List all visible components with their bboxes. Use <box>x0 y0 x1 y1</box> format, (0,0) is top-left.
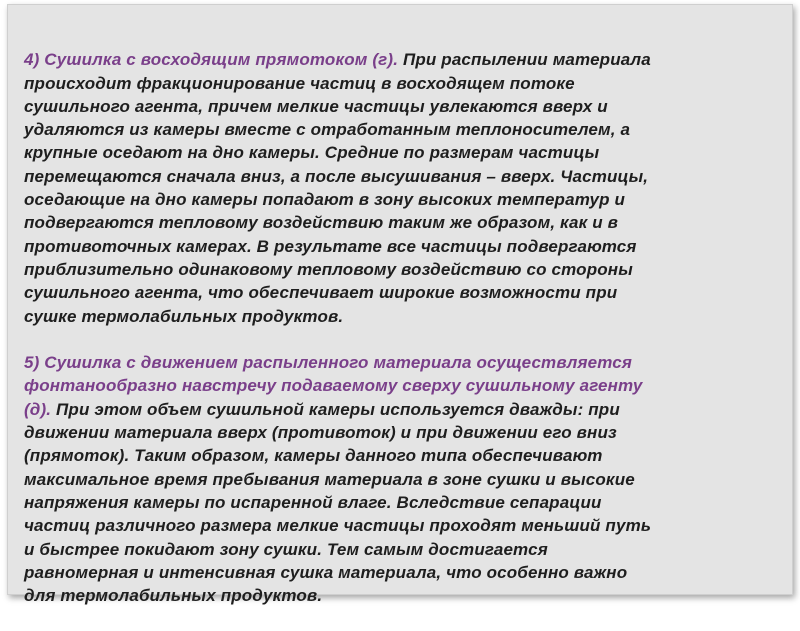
paragraph-4-heading: 4) Сушилка с восходящим прямотоком (г). <box>24 50 399 70</box>
paragraph-5-heading: 5) Сушилка с движением распыленного материала осуществляется фонтанообразно навстречу подаваемому сверху сушильному агенту (д). <box>24 353 643 419</box>
paragraph-5 <box>24 351 786 607</box>
paragraph-4-body: При распылении материала происходит фракционирование частиц в восходящем потоке сушильного агента, причем мелкие частицы увлекаются вверх и удаляются из камеры вместе с отработанным теплоносителем, а крупные оседают на дно камеры. Средние по размерам частицы перемещаются сначала вниз, а после высушивания – вверх. Частицы, оседающие на дно камеры попадают в зону высоких температур и подвергаются тепловому воздействию таким же образом, как и в противоточных камерах. В результате все частицы подвергаются приблизительно одинаковому тепловому воздействию со стороны сушильного агента, что обеспечивает широкие возможности при сушке термолабильных продуктов. <box>24 50 651 326</box>
slide <box>7 4 793 606</box>
paragraph-5-body: При этом объем сушильной камеры используется дважды: при движении материала вверх (противоток) и при движении его вниз (прямоток). Таким образом, камеры данного типа обеспечивают максимальное время пребывания материала в зоне сушки и высокие напряжения камеры по испаренной влаге. Вследствие сепарации частиц различного размера мелкие частицы проходят меньший путь и быстрее покидают зону сушки. Тем самым достигается равномерная и интенсивная сушка материала, что особенно важно для термолабильных продуктов. <box>24 399 652 606</box>
paragraph-4 <box>24 48 786 328</box>
slide-text <box>24 25 786 631</box>
